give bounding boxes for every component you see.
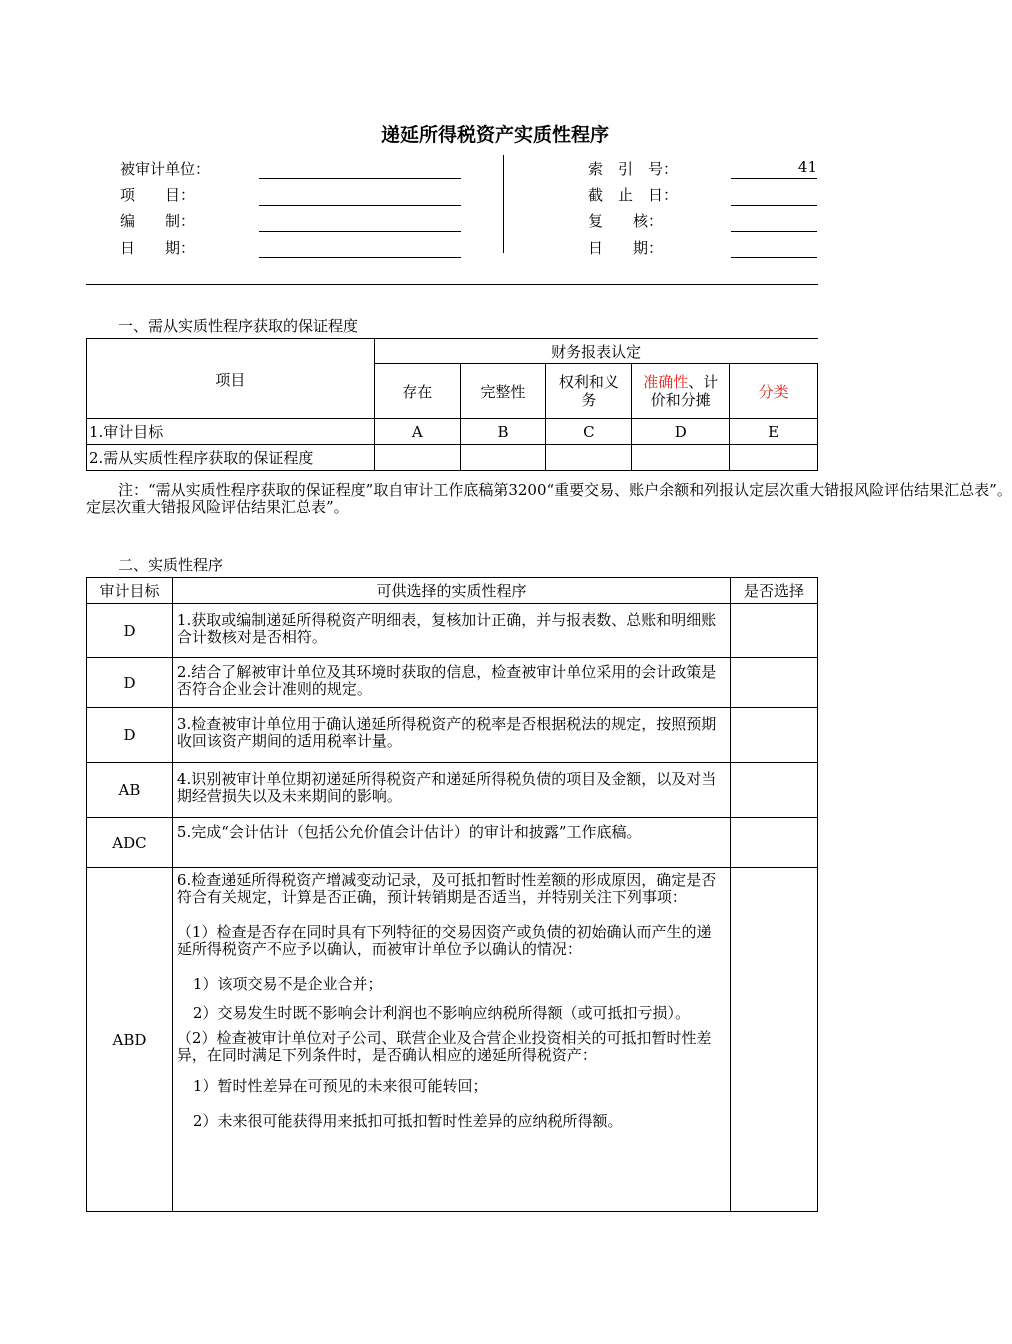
table-row bbox=[87, 763, 818, 818]
procedure-6-item1b: 2）交易发生时既不影响会计利润也不影响应纳税所得额（或可抵扣亏损）。 bbox=[192, 1004, 690, 1022]
assertion-classification: 分类 bbox=[730, 364, 818, 419]
cutoff-label: 截 止 日： bbox=[588, 186, 679, 204]
row-selected-cell[interactable] bbox=[731, 604, 818, 658]
row-objective: ABD bbox=[87, 868, 173, 1212]
table-row bbox=[87, 868, 818, 1212]
col-objective-header: 审计目标 bbox=[87, 578, 173, 604]
objective-cell-b: B bbox=[460, 419, 546, 445]
assurance-cell-d[interactable] bbox=[632, 445, 730, 471]
row-selected-cell[interactable] bbox=[731, 868, 818, 1212]
index-label: 索 引 号： bbox=[588, 160, 679, 178]
preparer-label: 编 制： bbox=[120, 212, 196, 230]
row-objective: D bbox=[87, 708, 173, 763]
reviewer-label: 复 核： bbox=[588, 212, 664, 230]
col-selected-header: 是否选择 bbox=[731, 578, 818, 604]
objective-cell-a: A bbox=[374, 419, 460, 445]
procedure-6-item2: （2）检查被审计单位对子公司、联营企业及合营企业投资相关的可抵扣暂时性差异，在同时满足下列条件时，是否确认相应的递延所得税资产： bbox=[176, 1029, 712, 1064]
row-procedure: 1.获取或编制递延所得税资产明细表，复核加计正确，并与报表数、总账和明细账合计数核对是否相符。 bbox=[172, 604, 730, 658]
preparer-field[interactable] bbox=[259, 231, 461, 232]
cutoff-field[interactable] bbox=[731, 205, 817, 206]
assurance-cell-b[interactable] bbox=[460, 445, 546, 471]
note-line2: 定层次重大错报风险评估结果汇总表”。 bbox=[86, 498, 349, 516]
row-selected-cell[interactable] bbox=[731, 708, 818, 763]
review-date-label: 日 期： bbox=[588, 239, 664, 257]
table-row bbox=[87, 658, 818, 708]
procedure-6-item1: （1）检查是否存在同时具有下列特征的交易因资产或负债的初始确认而产生的递延所得税资产不应予以确认，而被审计单位予以确认的情况： bbox=[176, 923, 712, 958]
row-selected-cell[interactable] bbox=[731, 763, 818, 818]
assertion-valuation bbox=[632, 364, 730, 419]
procedure-6-item2a: 1）暂时性差异在可预见的未来很可能转回； bbox=[192, 1077, 488, 1095]
row-selected-cell[interactable] bbox=[731, 658, 818, 708]
row-objective: D bbox=[87, 604, 173, 658]
row-selected-cell[interactable] bbox=[731, 818, 818, 868]
auditee-field[interactable] bbox=[259, 178, 461, 179]
table-row bbox=[87, 818, 818, 868]
row-objective: AB bbox=[87, 763, 173, 818]
objective-cell-c: C bbox=[546, 419, 632, 445]
assurance-table bbox=[86, 338, 818, 471]
objective-cell-e: E bbox=[730, 419, 818, 445]
table-row bbox=[87, 708, 818, 763]
header-divider bbox=[503, 155, 504, 253]
date-label: 日 期： bbox=[120, 239, 196, 257]
assertion-completeness: 完整性 bbox=[460, 364, 546, 419]
index-value[interactable]: 41 bbox=[797, 158, 817, 176]
row-procedure: 4.识别被审计单位期初递延所得税资产和递延所得税负债的项目及金额，以及对当期经营损失以及未来期间的影响。 bbox=[172, 763, 730, 818]
assertion-group-header: 财务报表认定 bbox=[374, 339, 817, 364]
reviewer-field[interactable] bbox=[731, 231, 817, 232]
section1-heading: 一、需从实质性程序获取的保证程度 bbox=[118, 317, 359, 335]
assertion-valuation-red: 准确性 bbox=[643, 373, 689, 391]
assurance-cell-c[interactable] bbox=[546, 445, 632, 471]
procedure-6-item2b: 2）未来很可能获得用来抵扣可抵扣暂时性差异的应纳税所得额。 bbox=[192, 1112, 623, 1130]
project-field[interactable] bbox=[259, 205, 461, 206]
assertion-rights: 权利和义务 bbox=[546, 364, 632, 419]
row-procedure bbox=[172, 868, 730, 1212]
row-objective: ADC bbox=[87, 818, 173, 868]
row-procedure: 5.完成“会计估计（包括公允价值会计估计）的审计和披露”工作底稿。 bbox=[172, 818, 730, 868]
row-objective: D bbox=[87, 658, 173, 708]
auditee-label: 被审计单位： bbox=[120, 160, 211, 178]
col-procedure-header: 可供选择的实质性程序 bbox=[172, 578, 730, 604]
header-rule bbox=[86, 284, 818, 285]
review-date-field[interactable] bbox=[731, 257, 817, 258]
table-row bbox=[87, 604, 818, 658]
row-audit-objective-label: 1.审计目标 bbox=[87, 419, 375, 445]
assertion-valuation-rest: 、计价和分摊 bbox=[650, 373, 719, 409]
row-procedure: 2.结合了解被审计单位及其环境时获取的信息，检查被审计单位采用的会计政策是否符合企业会计准则的规定。 bbox=[172, 658, 730, 708]
procedures-table bbox=[86, 577, 818, 1212]
row-procedure: 3.检查被审计单位用于确认递延所得税资产的税率是否根据税法的规定，按照预期收回该资产期间的适用税率计量。 bbox=[172, 708, 730, 763]
section2-heading: 二、实质性程序 bbox=[118, 556, 224, 574]
procedure-6-item1a: 1）该项交易不是企业合并； bbox=[192, 975, 383, 993]
row-assurance-label: 2.需从实质性程序获取的保证程度 bbox=[87, 445, 375, 471]
page-title: 递延所得税资产实质性程序 bbox=[380, 124, 609, 146]
index-underline bbox=[731, 178, 817, 179]
objective-cell-d: D bbox=[632, 419, 730, 445]
procedure-6-intro: 6.检查递延所得税资产增减变动记录，及可抵扣暂时性差额的形成原因，确定是否符合有关规定，计算是否正确，预计转销期是否适当，并特别关注下列事项： bbox=[176, 871, 717, 906]
date-field[interactable] bbox=[259, 257, 461, 258]
project-label: 项 目： bbox=[120, 186, 196, 204]
assurance-cell-e[interactable] bbox=[730, 445, 818, 471]
assertion-existence: 存在 bbox=[374, 364, 460, 419]
assurance-cell-a[interactable] bbox=[374, 445, 460, 471]
item-header: 项目 bbox=[87, 339, 375, 419]
note-line1: 注：“需从实质性程序获取的保证程度”取自审计工作底稿第3200“重要交易、账户余额和列报认定层次重大错报风险评估结果汇总表”。 bbox=[118, 481, 1012, 499]
